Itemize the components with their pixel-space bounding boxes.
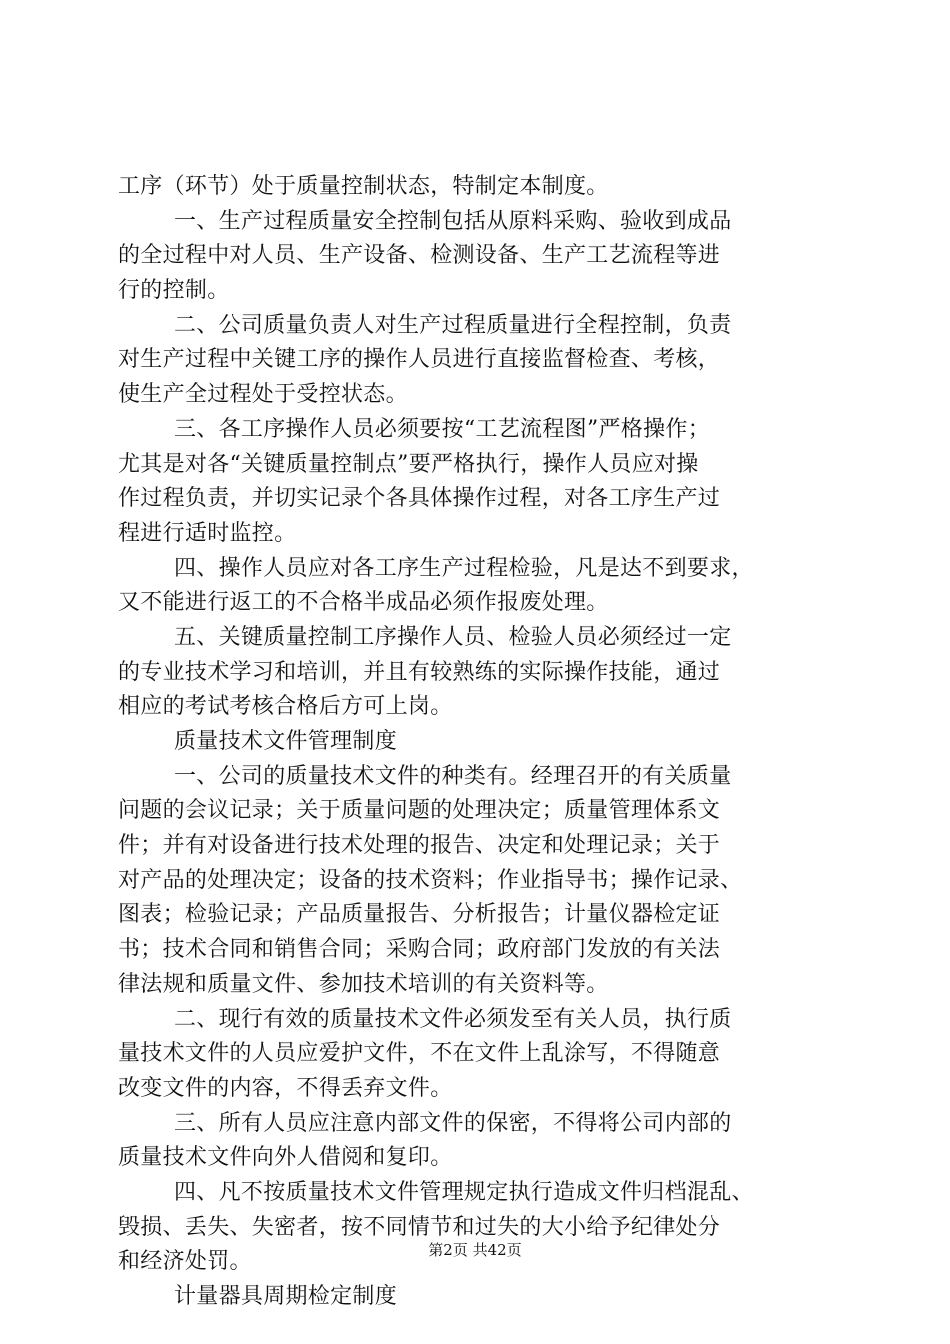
text-line: 毁损、丢失、失密者，按不同情节和过失的大小给予纪律处分 <box>118 1214 721 1240</box>
text-line: 二、公司质量负责人对生产过程质量进行全程控制，负责 <box>174 312 732 338</box>
text-line: 一、公司的质量技术文件的种类有。经理召开的有关质量 <box>174 763 732 789</box>
text-line: 程进行适时监控。 <box>118 520 297 546</box>
page-footer: 第2页 共42页 <box>428 1241 522 1259</box>
text-line: 相应的考试考核合格后方可上岗。 <box>118 694 453 720</box>
text-line: 工序（环节）处于质量控制状态，特制定本制度。 <box>118 174 609 199</box>
text-line: 问题的会议记录；关于质量问题的处理决定；质量管理体系文 <box>118 798 721 824</box>
text-line: 和经济处罚。 <box>118 1249 252 1275</box>
text-line: 的专业技术学习和培训，并且有较熟练的实际操作技能，通过 <box>118 659 721 685</box>
text-line: 尤其是对各“关键质量控制点”要严格执行，操作人员应对操 <box>118 451 699 477</box>
text-line: 二、现行有效的质量技术文件必须发至有关人员，执行质 <box>174 1006 732 1032</box>
text-line: 书；技术合同和销售合同；采购合同；政府部门发放的有关法 <box>118 937 721 963</box>
text-line: 律法规和质量文件、参加技术培训的有关资料等。 <box>118 971 609 997</box>
section-heading: 计量器具周期检定制度 <box>174 1284 398 1309</box>
text-line: 质量技术文件向外人借阅和复印。 <box>118 1145 453 1171</box>
text-line: 一、生产过程质量安全控制包括从原料采购、验收到成品 <box>174 208 732 234</box>
text-line: 四、操作人员应对各工序生产过程检验，凡是达不到要求， <box>174 555 754 581</box>
text-line: 量技术文件的人员应爱护文件，不在文件上乱涂写，不得随意 <box>118 1041 721 1067</box>
text-line: 三、各工序操作人员必须要按“工艺流程图”严格操作； <box>174 416 710 442</box>
text-line: 行的控制。 <box>118 278 230 304</box>
text-line: 三、所有人员应注意内部文件的保密，不得将公司内部的 <box>174 1110 732 1136</box>
text-line: 作过程负责，并切实记录个各具体操作过程，对各工序生产过 <box>118 486 721 512</box>
text-line: 图表；检验记录；产品质量报告、分析报告；计量仪器检定证 <box>118 902 721 928</box>
text-line: 又不能进行返工的不合格半成品必须作报废处理。 <box>118 590 609 616</box>
text-line: 四、凡不按质量技术文件管理规定执行造成文件归档混乱、 <box>174 1179 754 1205</box>
document-body <box>118 170 834 1315</box>
text-line: 的全过程中对人员、生产设备、检测设备、生产工艺流程等进 <box>118 243 721 269</box>
text-line: 五、关键质量控制工序操作人员、检验人员必须经过一定 <box>174 624 732 650</box>
text-line: 使生产全过程处于受控状态。 <box>118 382 408 408</box>
text-line: 改变文件的内容，不得丢弃文件。 <box>118 1075 453 1101</box>
text-line: 对生产过程中关键工序的操作人员进行直接监督检查、考核， <box>118 347 721 373</box>
section-heading: 质量技术文件管理制度 <box>174 729 398 754</box>
text-line: 对产品的处理决定；设备的技术资料；作业指导书；操作记录、 <box>118 867 743 893</box>
text-line: 件；并有对设备进行技术处理的报告、决定和处理记录；关于 <box>118 833 721 859</box>
